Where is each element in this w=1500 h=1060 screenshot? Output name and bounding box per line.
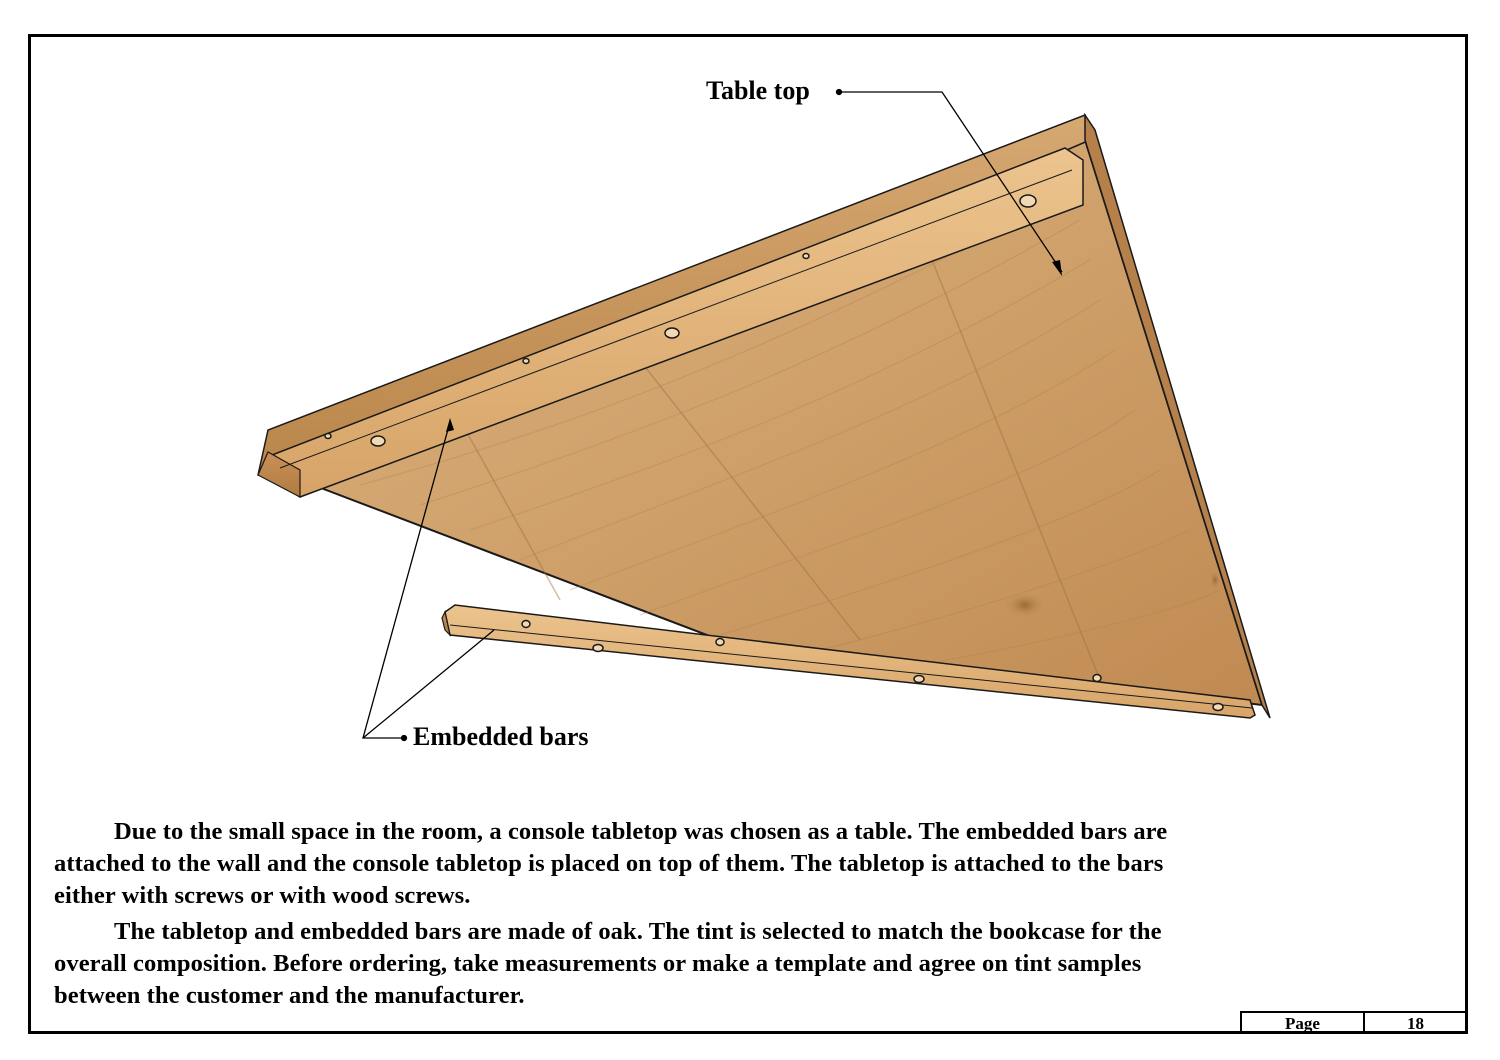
- description-paragraph: The tabletop and embedded bars are made of oak. The tint is selected to match the bookcase for the overall composition. Before ordering, take measurements or make a template and agree on tint samples between the customer and the manufacturer.: [54, 918, 1162, 1009]
- title-block-page: [1240, 1011, 1468, 1034]
- description-text: [54, 816, 1214, 1016]
- wood-knot: [1209, 570, 1221, 590]
- page-label: Page: [1242, 1013, 1365, 1034]
- page-number: 18: [1407, 1013, 1424, 1033]
- callout-table-top: Table top: [706, 76, 810, 105]
- description-paragraph: Due to the small space in the room, a console tabletop was chosen as a table. The embedded bars are attached to the wall and the console tabletop is placed on top of them. The tabletop is attached to the bars either with screws or with wood screws.: [54, 818, 1168, 909]
- wood-knot: [1003, 591, 1047, 619]
- callout-embedded-bars: Embedded bars: [413, 722, 589, 751]
